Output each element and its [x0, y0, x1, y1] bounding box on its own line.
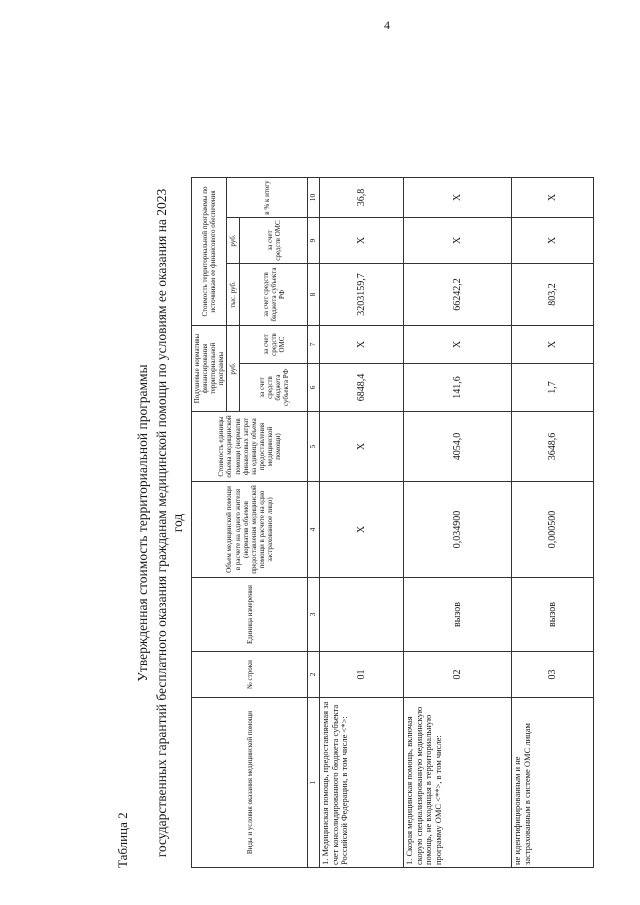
header-percent: в % к итогу — [227, 178, 308, 218]
row-volume: 0,034900 — [403, 482, 511, 578]
row-pc-oms: X — [403, 326, 511, 364]
column-number: 10 — [308, 178, 320, 218]
column-number: 7 — [308, 326, 320, 364]
header-rub: руб. — [227, 326, 240, 412]
header-subject-budget: за счет средств бюджета субъекта РФ — [240, 364, 308, 412]
header-subject-budget-2: за счет средств бюджета субъекта РФ — [240, 264, 308, 326]
header-thous-rub: тыс. руб. — [227, 264, 240, 326]
row-total-budget: 803,2 — [511, 264, 593, 326]
table-row — [511, 178, 593, 868]
row-name: 1. Скорая медицинская помощь, включая скорую специализированную медицинскую помощь, не входящая в территориальную программу ОМС <**>, в том числе: — [403, 698, 511, 868]
header-kinds: Виды и условия оказания медицинской помощи — [192, 698, 308, 868]
header-volume: Объем медицинской помощи в расчете на одного жителя (норматив объемов предоставления медицинской помощи в расчете на одно застрахованное лицо) — [192, 482, 308, 578]
row-pc-budget: 1,7 — [511, 364, 593, 412]
row-pc-budget: 6848,4 — [319, 364, 403, 412]
rotated-content — [115, 178, 585, 868]
page-number: 4 — [384, 18, 390, 32]
row-pc-budget: 141,6 — [403, 364, 511, 412]
header-oms: за счет средств ОМС — [240, 326, 308, 364]
row-unit — [319, 578, 403, 652]
header-cost-group: Стоимость территориальной программы по источникам ее финансового обеспечения — [192, 178, 227, 326]
header-unit: Единица измерения — [192, 578, 308, 652]
row-percent: X — [511, 178, 593, 218]
column-number: 1 — [308, 698, 320, 868]
row-cost: 3648,6 — [511, 412, 593, 482]
row-total-budget: 3203159,7 — [319, 264, 403, 326]
row-pc-oms: X — [511, 326, 593, 364]
row-cost: 4054,0 — [403, 412, 511, 482]
row-total-oms: X — [511, 218, 593, 264]
row-percent: X — [403, 178, 511, 218]
row-name: 1. Медицинская помощь, предоставляемая за счет консолидированного бюджета субъекта Российской Федерации, в том числе <*>: — [319, 698, 403, 868]
row-name: не идентифицированным и не застрахованным в системе ОМС лицам — [511, 698, 593, 868]
column-number: 6 — [308, 364, 320, 412]
row-line-number: 03 — [511, 652, 593, 698]
column-number: 4 — [308, 482, 320, 578]
row-line-number: 02 — [403, 652, 511, 698]
table-title-line-2: государственных гарантий бесплатного оказания гражданам медицинской помощи по условиям ее оказания на 2023 год — [154, 188, 185, 858]
row-total-oms: X — [319, 218, 403, 264]
header-oms-2: за счет средств ОМС — [240, 218, 308, 264]
row-pc-oms: X — [319, 326, 403, 364]
column-number: 3 — [308, 578, 320, 652]
header-rub-2: руб. — [227, 218, 240, 264]
row-cost: X — [319, 412, 403, 482]
table-label: Таблица 2 — [115, 812, 130, 868]
header-cost-per-unit: Стоимость единицы объема медицинской помощи (норматив финансовых затрат на единицу объема предоставления медицинской помощи) — [192, 412, 308, 482]
table-row — [319, 178, 403, 868]
column-number: 5 — [308, 412, 320, 482]
row-volume: 0,000500 — [511, 482, 593, 578]
column-number: 9 — [308, 218, 320, 264]
row-unit: вызов — [511, 578, 593, 652]
row-percent: 36,8 — [319, 178, 403, 218]
table-row — [403, 178, 511, 868]
row-total-budget: 66242,2 — [403, 264, 511, 326]
cost-table — [191, 177, 594, 868]
column-number: 8 — [308, 264, 320, 326]
header-per-capita-group: Подушевые нормативы финансирования территориальной программы — [192, 326, 227, 412]
row-total-oms: X — [403, 218, 511, 264]
column-number: 2 — [308, 652, 320, 698]
row-volume: X — [319, 482, 403, 578]
row-line-number: 01 — [319, 652, 403, 698]
header-row-no: № строки — [192, 652, 308, 698]
row-unit: вызов — [403, 578, 511, 652]
table-title-line-1: Утвержденная стоимость территориальной программы — [135, 364, 150, 682]
